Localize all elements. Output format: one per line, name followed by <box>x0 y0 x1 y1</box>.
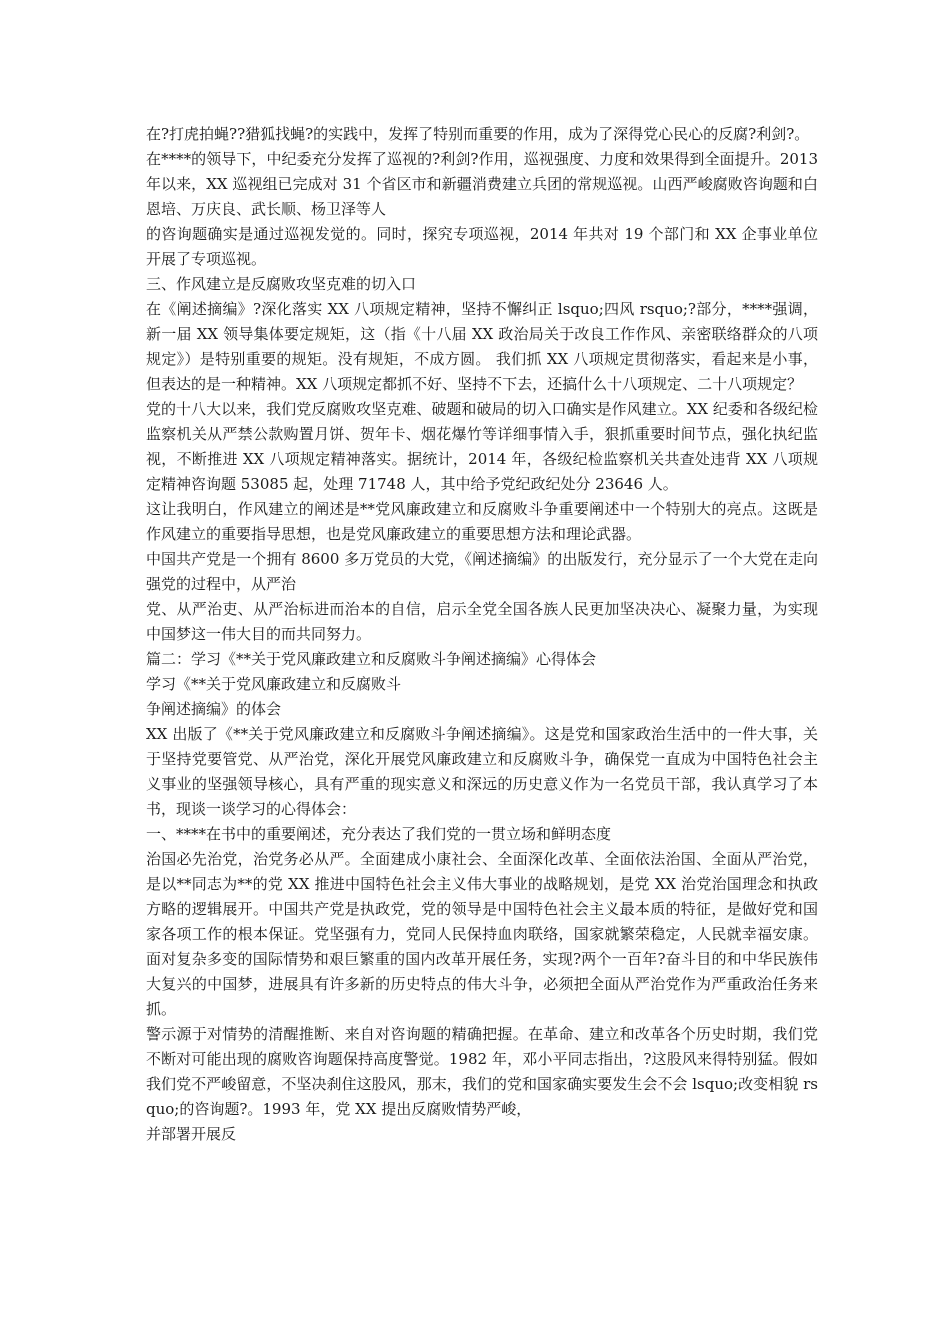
paragraph: 在《阐述摘编》?深化落实 XX 八项规定精神，坚持不懈纠正 lsquo;四风 rsquo;?部分，****强调，新一届 XX 领导集体要定规矩，这（指《十八届 XX 政治局关于改良工作作风、亲密联络群众的八项规定》）是特别重要的规矩。没有规矩，不成方圆。 我们抓 XX 八项规定贯彻落实，看起来是小事，但表达的是一种精神。XX 八项规定都抓不好、坚持不下去，还搞什么十八项规定、二十八项规定？ <box>146 300 818 393</box>
article-title: 学习《**关于党风廉政建立和反腐败斗 <box>146 675 402 693</box>
paragraph: 在?打虎拍蝇??猎狐找蝇?的实践中，发挥了特别而重要的作用，成为了深得党心民心的反腐?利剑?。 <box>146 125 810 143</box>
paragraph: 这让我明白，作风建立的阐述是**党风廉政建立和反腐败斗争重要阐述中一个特别大的亮点。这既是作风建立的重要指导思想，也是党风廉政建立的重要思想方法和理论武器。 <box>146 500 818 543</box>
paragraph: 治国必先治党，治党务必从严。全面建成小康社会、全面深化改革、全面依法治国、全面从严治党，是以**同志为**的党 XX 推进中国特色社会主义伟大事业的战略规划，是党 XX 治党治国理念和执政方略的逻辑展开。中国共产党是执政党，党的领导是中国特色社会主义最本质的特征，是做好党和国家各项工作的根本保证。党坚强有力，党同人民保持血肉联络，国家就繁荣稳定，人民就幸福安康。面对复杂多变的国际情势和艰巨繁重的国内改革开展任务，实现?两个一百年?奋斗目的和中华民族伟大复兴的中国梦，进展具有许多新的历史特点的伟大斗争，必须把全面从严治党作为严重政治任务来抓。 <box>146 850 818 1018</box>
paragraph: 警示源于对情势的清醒推断、来自对咨询题的精确把握。在革命、建立和改革各个历史时期，我们党不断对可能出现的腐败咨询题保持高度警觉。1982 年，邓小平同志指出，?这股风来得特别猛。假如我们党不严峻留意，不坚决刹住这股风，那末，我们的党和国家确实要发生会不会 lsquo;改变相貌 rsquo;的咨询题?。1993 年，党 XX 提出反腐败情势严峻， <box>146 1025 818 1118</box>
document-body <box>146 122 818 1147</box>
section-heading: 一、****在书中的重要阐述，充分表达了我们党的一贯立场和鲜明态度 <box>146 825 612 843</box>
article-title: 争阐述摘编》的体会 <box>146 700 282 718</box>
paragraph: 党的十八大以来，我们党反腐败攻坚克难、破题和破局的切入口确实是作风建立。XX 纪委和各级纪检监察机关从严禁公款购置月饼、贺年卡、烟花爆竹等详细事情入手，狠抓重要时间节点，强化执纪监视，不断推进 XX 八项规定精神落实。据统计，2014 年，各级纪检监察机关共查处违背 XX 八项规定精神咨询题 53085 起，处理 71748 人，其中给予党纪政纪处分 23646 人。 <box>146 400 818 493</box>
paragraph: 的咨询题确实是通过巡视发觉的。同时，探究专项巡视，2014 年共对 19 个部门和 XX 企事业单位开展了专项巡视。 <box>146 225 818 268</box>
paragraph: 在****的领导下，中纪委充分发挥了巡视的?利剑?作用，巡视强度、力度和效果得到全面提升。2013 年以来，XX 巡视组已完成对 31 个省区市和新疆消费建立兵团的常规巡视。山西严峻腐败咨询题和白恩培、万庆良、武长顺、杨卫泽等人 <box>146 150 818 218</box>
chapter-heading: 篇二：学习《**关于党风廉政建立和反腐败斗争阐述摘编》心得体会 <box>146 650 597 668</box>
section-heading: 三、作风建立是反腐败攻坚克难的切入口 <box>146 275 417 293</box>
paragraph: 并部署开展反 <box>146 1125 237 1143</box>
paragraph: XX 出版了《**关于党风廉政建立和反腐败斗争阐述摘编》。这是党和国家政治生活中的一件大事，关于坚持党要管党、从严治党，深化开展党风廉政建立和反腐败斗争，确保党一直成为中国特色社会主义事业的坚强领导核心，具有严重的现实意义和深远的历史意义作为一名党员干部，我认真学习了本书，现谈一谈学习的心得体会： <box>146 725 818 818</box>
paragraph: 党、从严治吏、从严治标进而治本的自信，启示全党全国各族人民更加坚决决心、凝聚力量，为实现中国梦这一伟大目的而共同努力。 <box>146 600 818 643</box>
paragraph: 中国共产党是一个拥有 8600 多万党员的大党，《阐述摘编》的出版发行，充分显示了一个大党在走向强党的过程中，从严治 <box>146 550 818 593</box>
